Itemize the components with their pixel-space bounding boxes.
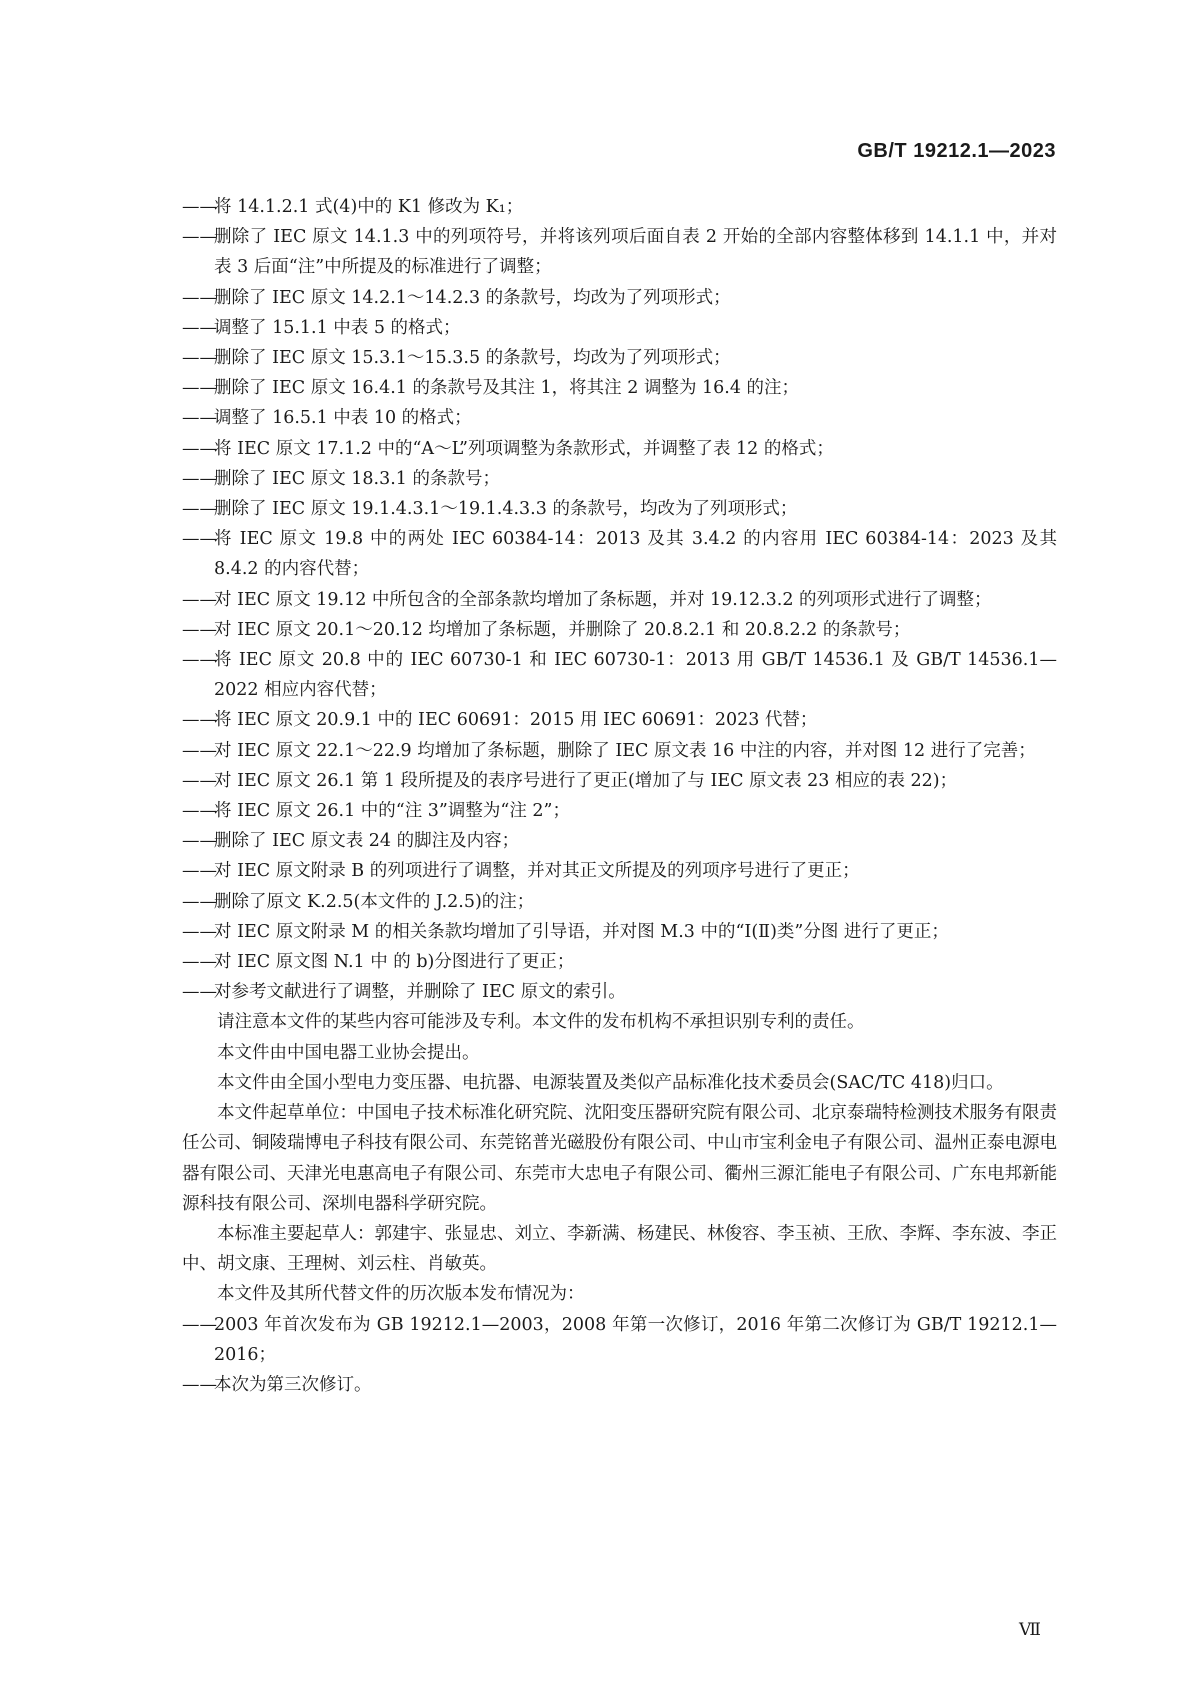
dash-marker: —— bbox=[182, 1374, 217, 1395]
list-item bbox=[182, 434, 1057, 464]
list-item bbox=[182, 917, 1057, 947]
list-item bbox=[182, 1310, 1057, 1370]
dash-marker: —— bbox=[182, 378, 217, 399]
list-item-text: 删除了 IEC 原文 16.4.1 的条款号及其注 1，将其注 2 调整为 16.4 的注； bbox=[214, 378, 800, 399]
dash-marker: —— bbox=[182, 529, 217, 550]
dash-marker: —— bbox=[182, 468, 217, 489]
list-item bbox=[182, 343, 1057, 373]
list-item-text: 对 IEC 原文 20.1～20.12 均增加了条标题，并删除了 20.8.2.1 和 20.8.2.2 的条款号； bbox=[214, 619, 911, 640]
foreword-content bbox=[182, 192, 1057, 1400]
list-item-text: 对 IEC 原文附录 M 的相关条款均增加了引导语，并对图 M.3 中的“Ⅰ(Ⅱ)类”分图 进行了更正； bbox=[214, 921, 949, 942]
list-item bbox=[182, 313, 1057, 343]
list-item bbox=[182, 736, 1057, 766]
list-item bbox=[182, 947, 1057, 977]
list-item-text: 删除了 IEC 原文 18.3.1 的条款号； bbox=[214, 468, 500, 489]
drafters: 本标准主要起草人：郭建宇、张显忠、刘立、李新满、杨建民、林俊容、李玉祯、王欣、李辉、李东波、李正中、胡文康、王理树、刘云柱、肖敏英。 bbox=[182, 1223, 1057, 1275]
dash-marker: —— bbox=[182, 619, 217, 640]
list-item-text: 调整了 15.1.1 中表 5 的格式； bbox=[214, 317, 461, 338]
list-item bbox=[182, 1370, 1057, 1400]
patent-notice: 请注意本文件的某些内容可能涉及专利。本文件的发布机构不承担识别专利的责任。 bbox=[217, 1012, 865, 1033]
dash-marker: —— bbox=[182, 710, 217, 731]
drafting-units: 本文件起草单位：中国电子技术标准化研究院、沈阳变压器研究院有限公司、北京泰瑞特检测技术服务有限责任公司、铜陵瑞博电子科技有限公司、东莞铭普光磁股份有限公司、中山市宝利金电子有限公司、温州正泰电源电器有限公司、天津光电惠高电子有限公司、东莞市大忠电子有限公司、衢州三源汇能电子有限公司、广东电邦新能源科技有限公司、深圳电器科学研究院。 bbox=[182, 1103, 1057, 1214]
list-item-text: 将 IEC 原文 19.8 中的两处 IEC 60384-14：2013 及其 3.4.2 的内容用 IEC 60384-14：2023 及其 8.4.2 的内容代替； bbox=[214, 529, 1057, 580]
dash-marker: —— bbox=[182, 197, 217, 217]
list-item bbox=[182, 615, 1057, 645]
list-item-text: 对 IEC 原文图 N.1 中 的 b)分图进行了更正； bbox=[214, 952, 575, 973]
dash-marker: —— bbox=[182, 499, 217, 520]
list-item bbox=[182, 403, 1057, 433]
list-item-text: 本次为第三次修订。 bbox=[214, 1374, 372, 1395]
list-item-text: 删除了原文 K.2.5(本文件的 J.2.5)的注； bbox=[214, 891, 535, 912]
list-item bbox=[182, 373, 1057, 403]
dash-marker: —— bbox=[182, 740, 217, 761]
dash-marker: —— bbox=[182, 408, 217, 429]
list-item-text: 删除了 IEC 原文 19.1.4.3.1～19.1.4.3.3 的条款号，均改为了列项形式； bbox=[214, 499, 798, 520]
centralized-by: 本文件由全国小型电力变压器、电抗器、电源装置及类似产品标准化技术委员会(SAC/TC 418)归口。 bbox=[217, 1072, 1004, 1093]
dash-marker: —— bbox=[182, 982, 217, 1003]
list-item-text: 将 IEC 原文 20.9.1 中的 IEC 60691：2015 用 IEC 60691：2023 代替； bbox=[214, 710, 818, 731]
list-item-text: 2003 年首次发布为 GB 19212.1—2003，2008 年第一次修订，2016 年第二次修订为 GB/T 19212.1—2016； bbox=[214, 1314, 1057, 1365]
list-item-text: 对 IEC 原文附录 B 的列项进行了调整，并对其正文所提及的列项序号进行了更正； bbox=[214, 861, 860, 882]
list-item bbox=[182, 826, 1057, 856]
list-item bbox=[182, 283, 1057, 313]
list-item bbox=[182, 645, 1057, 705]
dash-marker: —— bbox=[182, 317, 217, 338]
list-item-text: 对参考文献进行了调整，并删除了 IEC 原文的索引。 bbox=[214, 982, 626, 1003]
list-item bbox=[182, 585, 1057, 615]
dash-marker: —— bbox=[182, 861, 217, 882]
list-item-text: 删除了 IEC 原文 14.2.1～14.2.3 的条款号，均改为了列项形式； bbox=[214, 287, 731, 308]
dash-marker: —— bbox=[182, 952, 217, 973]
dash-marker: —— bbox=[182, 438, 217, 459]
dash-marker: —— bbox=[182, 650, 217, 671]
history-intro: 本文件及其所代替文件的历次版本发布情况为： bbox=[217, 1284, 585, 1305]
dash-marker: —— bbox=[182, 287, 217, 308]
list-item bbox=[182, 524, 1057, 584]
list-item bbox=[182, 887, 1057, 917]
list-item bbox=[182, 222, 1057, 282]
list-item bbox=[182, 977, 1057, 1007]
dash-marker: —— bbox=[182, 227, 217, 248]
list-item bbox=[182, 494, 1057, 524]
list-item-text: 将 IEC 原文 17.1.2 中的“A～L”列项调整为条款形式，并调整了表 12 的格式； bbox=[214, 438, 834, 459]
dash-marker: —— bbox=[182, 831, 217, 852]
list-item bbox=[182, 856, 1057, 886]
list-item-text: 对 IEC 原文 26.1 第 1 段所提及的表序号进行了更正(增加了与 IEC 原文表 23 相应的表 22)； bbox=[214, 770, 958, 791]
history-list bbox=[182, 1310, 1057, 1401]
dash-marker: —— bbox=[182, 921, 217, 942]
list-item-text: 调整了 16.5.1 中表 10 的格式； bbox=[214, 408, 472, 429]
list-item bbox=[182, 464, 1057, 494]
page-number: Ⅶ bbox=[1019, 1620, 1041, 1640]
dash-marker: —— bbox=[182, 348, 217, 369]
list-item-text: 将 14.1.2.1 式(4)中的 K1 修改为 K₁； bbox=[214, 197, 524, 217]
changes-list bbox=[182, 192, 1057, 1007]
list-item-text: 删除了 IEC 原文 14.1.3 中的列项符号，并将该列项后面自表 2 开始的全部内容整体移到 14.1.1 中，并对表 3 后面“注”中所提及的标准进行了调整； bbox=[214, 227, 1057, 278]
dash-marker: —— bbox=[182, 1314, 217, 1335]
proposed-by: 本文件由中国电器工业协会提出。 bbox=[217, 1042, 480, 1063]
dash-marker: —— bbox=[182, 770, 217, 791]
list-item bbox=[182, 766, 1057, 796]
list-item-text: 将 IEC 原文 26.1 中的“注 3”调整为“注 2”； bbox=[214, 801, 570, 822]
list-item-text: 删除了 IEC 原文表 24 的脚注及内容； bbox=[214, 831, 520, 852]
dash-marker: —— bbox=[182, 589, 217, 610]
list-item bbox=[182, 796, 1057, 826]
list-item-text: 对 IEC 原文 19.12 中所包含的全部条款均增加了条标题，并对 19.12.3.2 的列项形式进行了调整； bbox=[214, 589, 992, 610]
list-item bbox=[182, 192, 1057, 222]
list-item-text: 将 IEC 原文 20.8 中的 IEC 60730-1 和 IEC 60730-1：2013 用 GB/T 14536.1 及 GB/T 14536.1—2022 相应内容代替； bbox=[214, 650, 1057, 701]
standard-number-header: GB/T 19212.1—2023 bbox=[857, 140, 1056, 162]
dash-marker: —— bbox=[182, 801, 217, 822]
list-item-text: 删除了 IEC 原文 15.3.1～15.3.5 的条款号，均改为了列项形式； bbox=[214, 348, 731, 369]
list-item bbox=[182, 705, 1057, 735]
list-item-text: 对 IEC 原文 22.1～22.9 均增加了条标题，删除了 IEC 原文表 16 中注的内容，并对图 12 进行了完善； bbox=[214, 740, 1036, 761]
dash-marker: —— bbox=[182, 891, 217, 912]
